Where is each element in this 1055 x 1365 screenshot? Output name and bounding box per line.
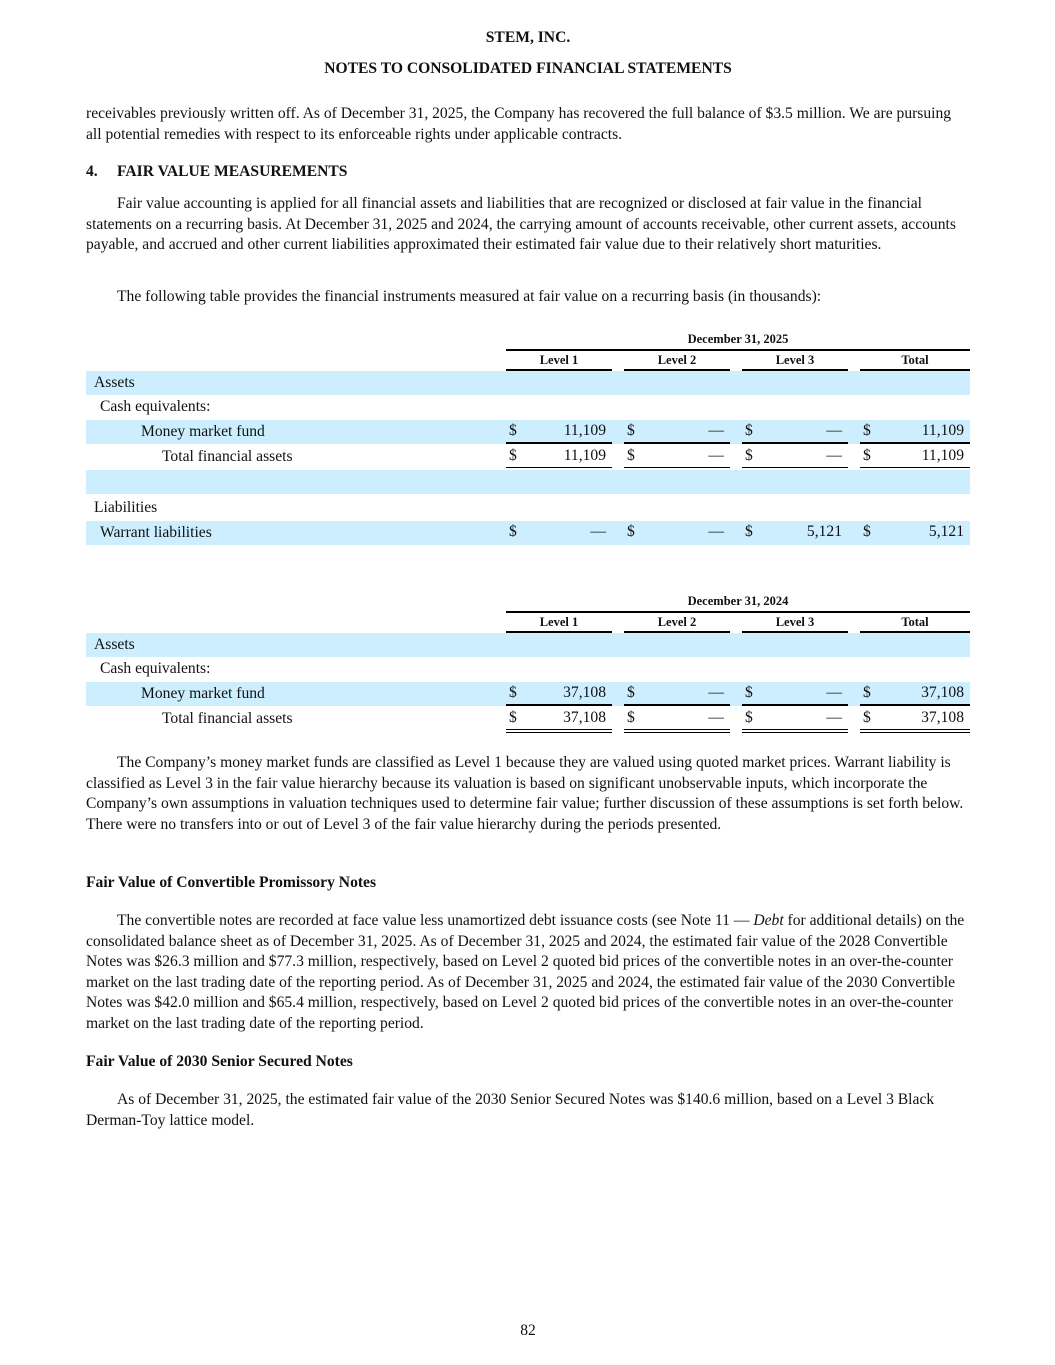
cell-level-2: $ — [624, 420, 730, 444]
convertible-notes-heading: Fair Value of Convertible Promissory Notes [86, 874, 377, 891]
cell-level-3: $ — [742, 445, 848, 471]
column-header-level-3: Level 3 [742, 353, 848, 371]
senior-notes-heading: Fair Value of 2030 Senior Secured Notes [86, 1053, 353, 1070]
convertible-notes-paragraph: The convertible notes are recorded at face value less unamortized debt issuance costs (see Note 11 — Debt for additional details) on the consolidated balance sheet as of December 31, 2025. As of December 31, 2025 and 2024, the estimated fair value of the 2028 Convertible Notes was $26.3 million and $77.3 million, respectively, based on Level 2 quoted bid prices of the convertible notes in an over-the-counter market on the last trading date of the reporting period. As of December 31, 2025 and 2024, the estimated fair value of the 2030 Convertible Notes was $42.0 million and $65.4 million, respectively, based on Level 2 quoted bid prices of the convertible notes in an over-the-counter market on the last trading date of the reporting period. [86, 912, 965, 1032]
table-row-warrant-liabilities: Warrant liabilities $ — $ — $ 5,121 $ 5,121 [86, 521, 970, 545]
cell-total: $ 11,109 [860, 445, 970, 471]
cell-level-1: $ 11,109 [506, 420, 612, 444]
table-column-headers [506, 353, 970, 371]
column-header-level-2: Level 2 [624, 353, 730, 371]
table-row-cash-equivalents: Cash equivalents: [100, 398, 211, 415]
section-paragraph-2: The following table provides the financial instruments measured at fair value on a recurring basis (in thousands): [117, 288, 822, 305]
company-name: STEM, INC. [485, 29, 571, 46]
column-header-level-3: Level 3 [742, 615, 848, 633]
column-header-level-1: Level 1 [506, 615, 612, 633]
cell-level-1: $ — [509, 523, 606, 540]
table-row-money-market-fund: Money market fund $ 11,109 $ — $ — $ 11,109 [86, 420, 970, 444]
cell-level-3: $ — [742, 420, 848, 444]
cell-level-2: $ — [624, 707, 730, 733]
table-row-cash-equivalents: Cash equivalents: [100, 660, 211, 677]
cell-level-3: $ 5,121 [745, 523, 842, 540]
senior-notes-paragraph: As of December 31, 2025, the estimated fair value of the 2030 Senior Secured Notes was $140.6 million, based on a Level 3 Black Derman-Toy lattice model. [86, 1091, 935, 1129]
column-header-total: Total [860, 615, 970, 633]
cell-total: $ 37,108 [860, 707, 970, 733]
table-row-total-financial-assets: Total financial assets $ 37,108 $ — $ — $ 37,108 [86, 707, 970, 731]
column-header-level-1: Level 1 [506, 353, 612, 371]
table-row-assets: Assets [86, 633, 970, 657]
cell-total: $ 11,109 [860, 420, 970, 444]
table-column-headers [506, 615, 970, 633]
cell-level-1: $ 37,108 [506, 682, 612, 706]
classification-paragraph: The Company’s money market funds are classified as Level 1 because they are valued using quoted market prices. Warrant liability is classified as Level 3 in the fair value hierarchy because its valuation is based on significant unobservable inputs, which incorporate the Company’s own assumptions in valuation techniques used to determine fair value; further discussion of these assumptions is set forth below. There were no transfers into or out of Level 3 of the fair value hierarchy during the periods presented. [86, 754, 964, 833]
cell-total: $ 37,108 [860, 682, 970, 706]
table-period-header: December 31, 2024 [506, 594, 970, 613]
table-row-liabilities: Liabilities [94, 499, 158, 516]
cell-level-2: $ — [624, 445, 730, 471]
cell-level-3: $ — [742, 682, 848, 706]
cell-level-1: $ 11,109 [506, 445, 612, 471]
intro-paragraph: receivables previously written off. As of December 31, 2025, the Company has recovered the full balance of $3.5 million. We are pursuing all potential remedies with respect to its enforceable rights under applicable contracts. [86, 105, 952, 143]
cell-total: $ 5,121 [863, 523, 964, 540]
cell-level-2: $ — [624, 682, 730, 706]
page-number: 82 [520, 1322, 536, 1339]
cell-level-1: $ 37,108 [506, 707, 612, 733]
cell-level-3: $ — [742, 707, 848, 733]
section-heading: 4. FAIR VALUE MEASUREMENTS [86, 163, 348, 180]
column-header-level-2: Level 2 [624, 615, 730, 633]
page-title: NOTES TO CONSOLIDATED FINANCIAL STATEMENTS [324, 60, 732, 77]
section-paragraph-1: Fair value accounting is applied for all financial assets and liabilities that are recognized or disclosed at fair value in the financial statements on a recurring basis. At December 31, 2025 and 2024, the carrying amount of accounts receivable, other current assets, accounts payable, and accrued and other current liabilities approximated their estimated fair value due to their relatively short maturities. [86, 195, 956, 254]
table-row-total-financial-assets: Total financial assets $ 11,109 $ — $ — $ 11,109 [86, 445, 970, 469]
cell-level-2: $ — [627, 523, 724, 540]
table-row-money-market-fund: Money market fund $ 37,108 $ — $ — $ 37,108 [86, 682, 970, 706]
table-row-assets: Assets [86, 371, 970, 395]
table-row-spacer [86, 470, 970, 494]
column-header-total: Total [860, 353, 970, 371]
table-period-header: December 31, 2025 [506, 332, 970, 351]
